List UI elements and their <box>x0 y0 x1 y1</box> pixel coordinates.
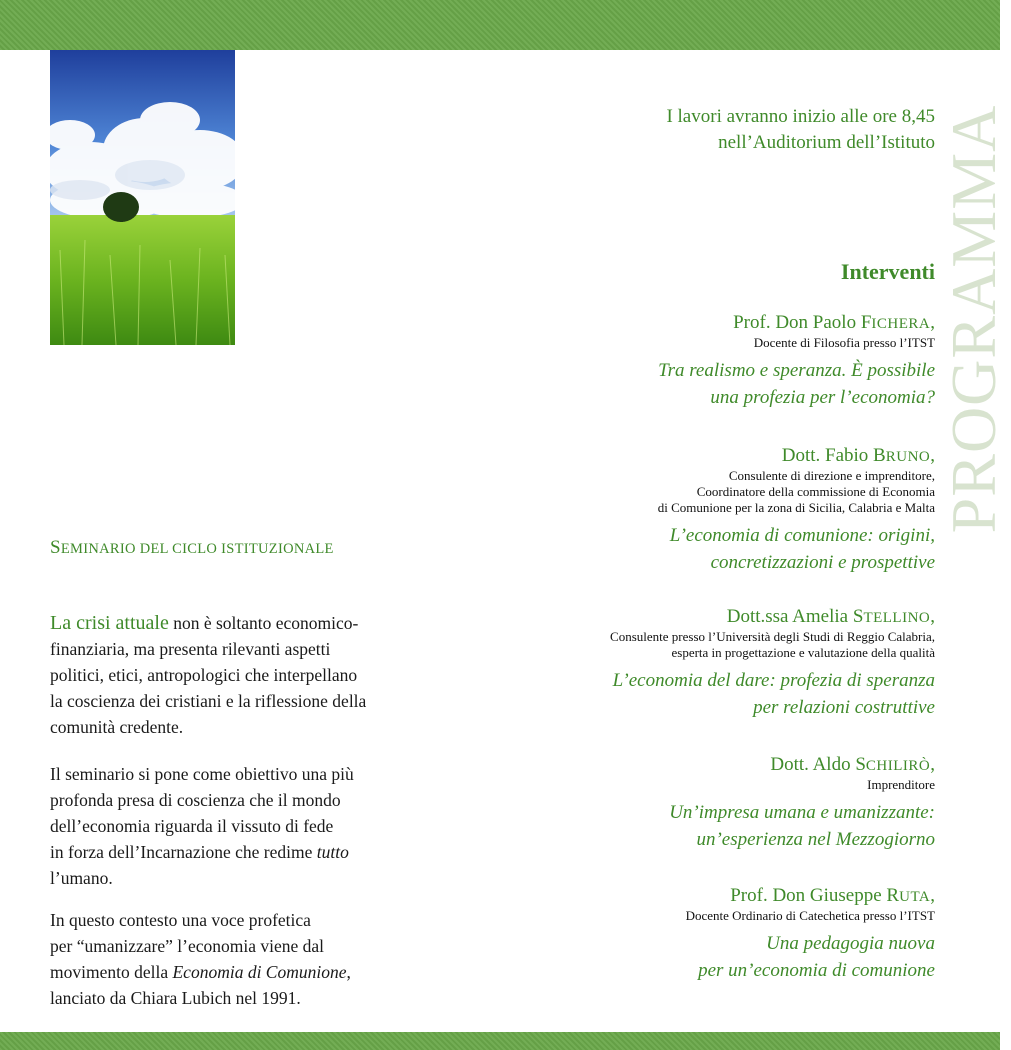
speaker-role: Consulente presso l’Università degli Studi di Reggio Calabria, esperta in progettazione e valutazione della qualità <box>610 629 935 660</box>
top-green-band <box>0 0 1000 50</box>
objective-paragraph: Il seminario si pone come obiettivo una più profonda presa di coscienza che il mondo dell’economia riguarda il vissuto di fede in forza dell’Incarnazione che redime tutto l’umano. <box>50 764 354 888</box>
speaker-name: Dott. Fabio BRUNO, <box>781 445 935 466</box>
speaker-name: Prof. Don Paolo FICHERA, <box>733 312 935 333</box>
talk-4 <box>495 754 935 853</box>
talk-2 <box>495 445 935 576</box>
talk-title: Tra realismo e speranza. È possibile una profezia per l’economia? <box>658 360 935 408</box>
speaker-name: Prof. Don Giuseppe RUTA, <box>730 885 935 906</box>
speaker-role: Docente di Filosofia presso l’ITST <box>753 335 935 350</box>
talk-3 <box>495 606 935 721</box>
context-paragraph: In questo contesto una voce profetica per “umanizzare” l’economia viene dal movimento della Economia di Comunione, lanciato da Chiara Lubich nel 1991. <box>50 910 351 1008</box>
start-line-2: nell’Auditorium dell’Istituto <box>718 132 935 153</box>
speaker-name: Dott.ssa Amelia STELLINO, <box>726 606 935 627</box>
intro-paragraph: La crisi attuale non è soltanto economico- finanziaria, ma presenta rilevanti aspetti politici, etici, antropologici che interpellano la coscienza dei cristiani e la riflessione della comunità credente. <box>50 612 367 737</box>
talk-1 <box>495 312 935 411</box>
programma-vertical-title: PROGRAMMA <box>938 104 1009 534</box>
talk-title: L’economia di comunione: origini, concretizzazioni e prospettive <box>669 525 935 573</box>
start-info <box>515 104 935 156</box>
talk-5 <box>495 885 935 984</box>
interventi-heading: Interventi <box>840 259 935 284</box>
speaker-name: Dott. Aldo SCHILIRÒ, <box>770 754 935 775</box>
lead-phrase: La crisi attuale <box>50 612 169 634</box>
talk-title: Una pedagogia nuova per un’economia di comunione <box>698 933 935 981</box>
bottom-green-band <box>0 1032 1000 1050</box>
start-line-1: I lavori avranno inizio alle ore 8,45 <box>666 106 935 127</box>
speaker-role: Consulente di direzione e imprenditore, Coordinatore della commissione di Economia di Comunione per la zona di Sicilia, Calabria e Malta <box>657 468 935 515</box>
speaker-role: Imprenditore <box>867 777 935 792</box>
speaker-role: Docente Ordinario di Catechetica presso l’ITST <box>685 908 935 923</box>
talk-title: L’economia del dare: profezia di speranza per relazioni costruttive <box>612 670 935 718</box>
landscape-photo <box>50 50 235 345</box>
talk-title: Un’impresa umana e umanizzante: un’esperienza nel Mezzogiorno <box>669 802 935 850</box>
seminar-heading: SEMINARIO DEL CICLO ISTITUZIONALE <box>50 537 334 558</box>
